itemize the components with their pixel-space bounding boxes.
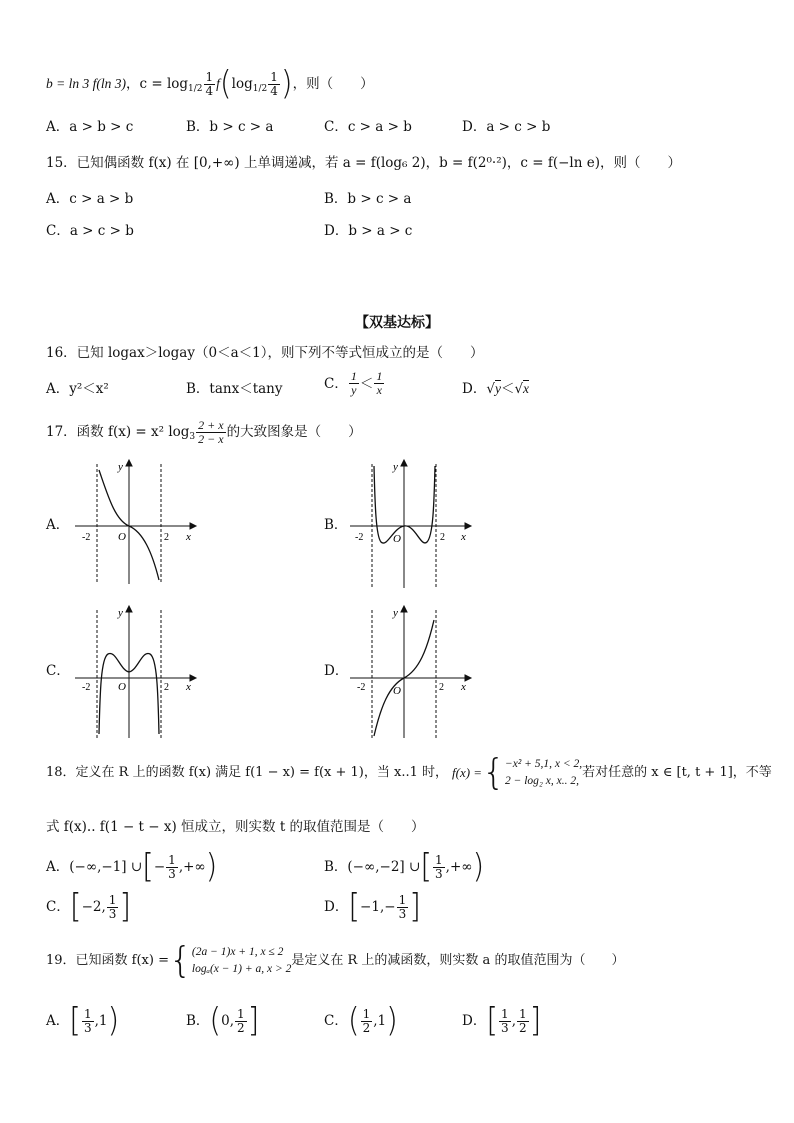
svg-text:O: O bbox=[393, 685, 401, 697]
q14-f: f bbox=[216, 76, 220, 91]
graph-a[interactable] bbox=[70, 456, 200, 586]
q16-stem: 16．已知 logax＞logay（0＜a＜1），则下列不等式恒成立的是（ ） bbox=[46, 345, 484, 361]
q16-option-d[interactable]: D．√y＜√x bbox=[462, 381, 530, 397]
q15-option-a[interactable]: A．c > a > b bbox=[46, 191, 134, 207]
q14-fraction-2: $\frac{1}{4}$ bbox=[270, 69, 278, 98]
q17-option-d[interactable]: D． bbox=[324, 663, 349, 679]
q16-option-c[interactable]: C． $\frac{1}{y}$ ＜ $\frac{1}{x}$ bbox=[324, 369, 383, 397]
q15-option-c[interactable]: C．a > c > b bbox=[46, 223, 134, 239]
svg-text:2: 2 bbox=[439, 682, 444, 693]
graph-c[interactable] bbox=[70, 602, 200, 742]
q17-option-b[interactable]: B． bbox=[324, 517, 348, 533]
q15-option-b[interactable]: B．b > c > a bbox=[324, 191, 412, 207]
section-title: 【双基达标】 bbox=[355, 315, 439, 331]
q17-option-c[interactable]: C． bbox=[46, 663, 70, 679]
graph-d[interactable] bbox=[345, 602, 475, 742]
svg-text:y: y bbox=[393, 461, 398, 473]
q19-option-c[interactable]: C． ( $\frac{1}{2}$ ,1 ) bbox=[324, 1001, 398, 1040]
q18-option-c[interactable]: C． [ −2, $\frac{1}{3}$ ] bbox=[46, 887, 132, 926]
q14-option-d[interactable]: D．a > c > b bbox=[462, 119, 551, 135]
svg-text:O: O bbox=[118, 531, 126, 543]
q19-option-d[interactable]: D． [ $\frac{1}{3}$ , $\frac{1}{2}$ ] bbox=[462, 1001, 542, 1040]
q14-fraction: $\frac{1}{4}$ bbox=[205, 69, 214, 98]
q14-option-a[interactable]: A．a > b > c bbox=[46, 119, 134, 135]
svg-text:x: x bbox=[461, 531, 466, 543]
svg-text:y: y bbox=[393, 607, 398, 619]
right-paren: ) bbox=[280, 64, 293, 103]
svg-text:O: O bbox=[118, 681, 126, 693]
svg-text:x: x bbox=[186, 681, 191, 693]
q14-option-b[interactable]: B．b > c > a bbox=[186, 119, 274, 135]
q16-option-a[interactable]: A．y²＜x² bbox=[46, 381, 109, 397]
svg-text:y: y bbox=[118, 461, 123, 473]
q18-stem-line2: 式 f(x).. f(1 − t − x) 恒成立，则实数 t 的取值范围是（ ） bbox=[46, 819, 425, 835]
q17-stem: 17．函数 f(x) = x² log $_3$ $\frac{2 + x}{2 - x}$ 的大致图象是（ ） bbox=[46, 417, 362, 446]
q17-option-a[interactable]: A． bbox=[46, 517, 70, 533]
q14-b-expression: b = ln 3 f(ln 3) bbox=[46, 76, 126, 91]
svg-text:2: 2 bbox=[440, 532, 445, 543]
svg-text:2: 2 bbox=[164, 682, 169, 693]
svg-text:-2: -2 bbox=[357, 682, 366, 693]
svg-text:x: x bbox=[186, 531, 191, 543]
q14-option-c[interactable]: C．c > a > b bbox=[324, 119, 412, 135]
q18-option-d[interactable]: D． [ −1,− $\frac{1}{3}$ ] bbox=[324, 887, 421, 926]
svg-text:-2: -2 bbox=[82, 532, 91, 543]
svg-text:x: x bbox=[461, 681, 466, 693]
q15-stem: 15．已知偶函数 f(x) 在 [0,+∞) 上单调递减，若 a = f(log₆ 2)，b = f(2⁰·²)，c = f(−ln e)，则（ ） bbox=[46, 155, 681, 171]
q14-stem: b = ln 3 f(ln 3) ，c = log $_{1/2}$ $\frac{1}{4}$ f ( log $_{1/2}$ $\frac{1}{4}$ ) ，则（ ） bbox=[46, 64, 374, 103]
q19-option-b[interactable]: B． ( 0, $\frac{1}{2}$ ] bbox=[186, 1001, 260, 1040]
q15-option-d[interactable]: D．b > a > c bbox=[324, 223, 413, 239]
svg-text:-2: -2 bbox=[355, 532, 364, 543]
graph-b[interactable] bbox=[345, 456, 475, 591]
q19-option-a[interactable]: A． [ $\frac{1}{3}$ ,1 ) bbox=[46, 1001, 120, 1040]
svg-text:2: 2 bbox=[164, 532, 169, 543]
svg-text:O: O bbox=[393, 533, 401, 545]
q18-option-b[interactable]: B．(−∞,−2] ∪ [ $\frac{1}{3}$ ,+∞ ) bbox=[324, 847, 485, 886]
q14-log-base-2: 1/2 bbox=[252, 84, 268, 94]
q14-end: ，则（ ） bbox=[292, 76, 374, 92]
q14-c-prefix: ，c = log bbox=[125, 76, 189, 92]
q19-stem: 19．已知函数 f(x) = { (2a − 1)x + 1, x ≤ 2 logₐ(x − 1) + a, x > 2 是定义在 R 上的减函数，则实数 a 的取值范围为（ ） bbox=[46, 940, 625, 981]
q18-stem: 18．定义在 R 上的函数 f(x) 满足 f(1 − x) = f(x + 1)，当 x..1 时， f(x) = { −x² + 5,1, x < 2, 2 − log₂ x, x.. 2, 若对任意的 x ∈ [t, t + 1]，不等 bbox=[46, 752, 772, 793]
q16-option-b[interactable]: B．tanx＜tany bbox=[186, 381, 283, 397]
q14-log-base: 1/2 bbox=[188, 84, 203, 94]
left-paren: ( bbox=[219, 64, 232, 103]
q18-option-a[interactable]: A．(−∞,−1] ∪ [ − $\frac{1}{3}$ ,+∞ ) bbox=[46, 847, 218, 886]
svg-text:-2: -2 bbox=[82, 682, 91, 693]
svg-text:y: y bbox=[118, 607, 123, 619]
